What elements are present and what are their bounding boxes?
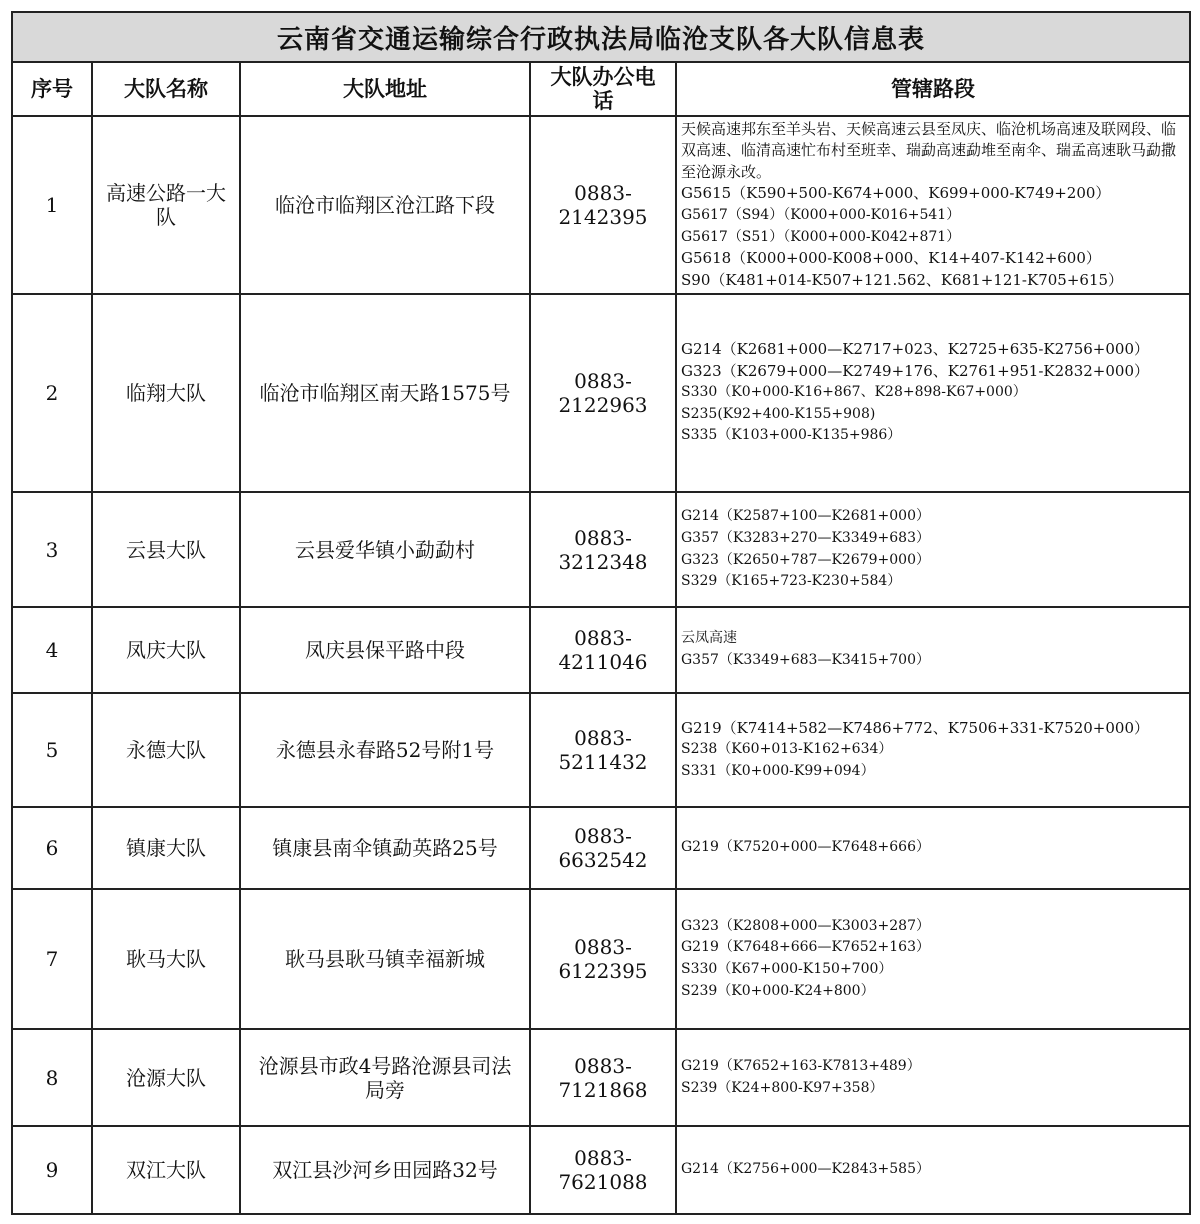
route-item: S335（K103+000-K135+986） [681,427,902,444]
route-list [676,1126,1190,1214]
team-phone: 0883-4211046 [530,607,676,693]
team-phone: 0883-7121868 [530,1029,676,1126]
team-address: 沧源县市政4号路沧源县司法局旁 [240,1029,530,1126]
team-phone: 0883-6632542 [530,807,676,889]
team-address: 镇康县南伞镇勐英路25号 [240,807,530,889]
table-title: 云南省交通运输综合行政执法局临沧支队各大队信息表 [12,12,1190,62]
route-list [676,889,1190,1029]
route-item: G214（K2756+000—K2843+585） [681,1161,930,1178]
route-item: S239（K24+800-K97+358） [681,1079,884,1096]
table-row [12,116,1190,294]
team-name: 云县大队 [92,492,240,607]
team-address: 临沧市临翔区沧江路下段 [240,116,530,294]
header-row [12,62,1190,116]
route-item: G219（K7648+666—K7652+163） [681,939,930,956]
team-name: 临翔大队 [92,294,240,492]
route-item: 云凤高速 [681,630,737,647]
route-item: G323（K2808+000—K3003+287） [681,917,930,934]
route-item: G357（K3283+270—K3349+683） [681,529,930,546]
team-address: 双江县沙河乡田园路32号 [240,1126,530,1214]
route-item: S331（K0+000-K99+094） [681,762,875,779]
row-number: 3 [12,492,92,607]
route-item: 天候高速邦东至羊头岩、天候高速云县至凤庆、临沧机场高速及联网段、临双高速、临清高速忙布村至班幸、瑞勐高速勐堆至南伞、瑞孟高速耿马勐撒至沧源永改。 [681,119,1177,181]
route-item: S329（K165+723-K230+584） [681,573,902,590]
team-name: 永德大队 [92,693,240,807]
team-phone: 0883-2122963 [530,294,676,492]
team-phone: 0883-5211432 [530,693,676,807]
route-item: S330（K0+000-K16+867、K28+898-K67+000） [681,384,1027,401]
team-name: 镇康大队 [92,807,240,889]
team-address: 耿马县耿马镇幸福新城 [240,889,530,1029]
header-phone: 大队办公电话 [530,62,676,116]
header-routes: 管辖路段 [676,62,1190,116]
team-address: 凤庆县保平路中段 [240,607,530,693]
route-list [676,607,1190,693]
team-phone: 0883-6122395 [530,889,676,1029]
route-list [676,294,1190,492]
info-table [11,11,1191,1215]
header-address: 大队地址 [240,62,530,116]
row-number: 5 [12,693,92,807]
team-name: 耿马大队 [92,889,240,1029]
team-address: 永德县永春路52号附1号 [240,693,530,807]
row-number: 1 [12,116,92,294]
route-item: S90（K481+014-K507+121.562、K681+121-K705+615） [681,270,1124,289]
route-list [676,693,1190,807]
table-row [12,807,1190,889]
route-list [676,1029,1190,1126]
route-list [676,807,1190,889]
team-name: 凤庆大队 [92,607,240,693]
header-no: 序号 [12,62,92,116]
team-address: 临沧市临翔区南天路1575号 [240,294,530,492]
row-number: 2 [12,294,92,492]
route-item: G5615（K590+500-K674+000、K699+000-K749+200） [681,184,1111,203]
team-phone: 0883-3212348 [530,492,676,607]
table-row [12,693,1190,807]
route-list [676,492,1190,607]
route-item: G5618（K000+000-K008+000、K14+407-K142+600） [681,249,1101,268]
route-item: S330（K67+000-K150+700） [681,961,893,977]
table-row [12,492,1190,607]
table-row [12,1029,1190,1126]
team-name: 双江大队 [92,1126,240,1214]
team-phone: 0883-7621088 [530,1126,676,1214]
row-number: 4 [12,607,92,693]
route-item: G323（K2679+000—K2749+176、K2761+951-K2832+000） [681,361,1149,380]
row-number: 7 [12,889,92,1029]
table-row [12,607,1190,693]
table-row [12,889,1190,1029]
route-item: S239（K0+000-K24+800） [681,982,875,999]
row-number: 9 [12,1126,92,1214]
route-item: G219（K7520+000—K7648+666） [681,839,930,856]
row-number: 6 [12,807,92,889]
route-item: S235(K92+400-K155+908) [681,405,876,422]
row-number: 8 [12,1029,92,1126]
route-item: G5617（S94）（K000+000-K016+541） [681,207,961,223]
header-name: 大队名称 [92,62,240,116]
team-name: 高速公路一大队 [92,116,240,294]
team-phone: 0883-2142395 [530,116,676,294]
table-row [12,294,1190,492]
route-list [676,116,1190,294]
route-item: G219（K7414+582—K7486+772、K7506+331-K7520+000） [681,718,1149,737]
table-row [12,1126,1190,1214]
team-name: 沧源大队 [92,1029,240,1126]
route-item: G357（K3349+683—K3415+700） [681,652,930,668]
team-address: 云县爱华镇小勐勐村 [240,492,530,607]
route-item: G323（K2650+787—K2679+000） [681,551,930,568]
route-item: G214（K2587+100—K2681+000） [681,508,930,525]
route-item: G214（K2681+000—K2717+023、K2725+635-K2756+000） [681,340,1149,359]
route-item: S238（K60+013-K162+634） [681,741,893,758]
route-item: G219（K7652+163-K7813+489） [681,1057,921,1074]
route-item: G5617（S51）（K000+000-K042+871） [681,228,961,245]
